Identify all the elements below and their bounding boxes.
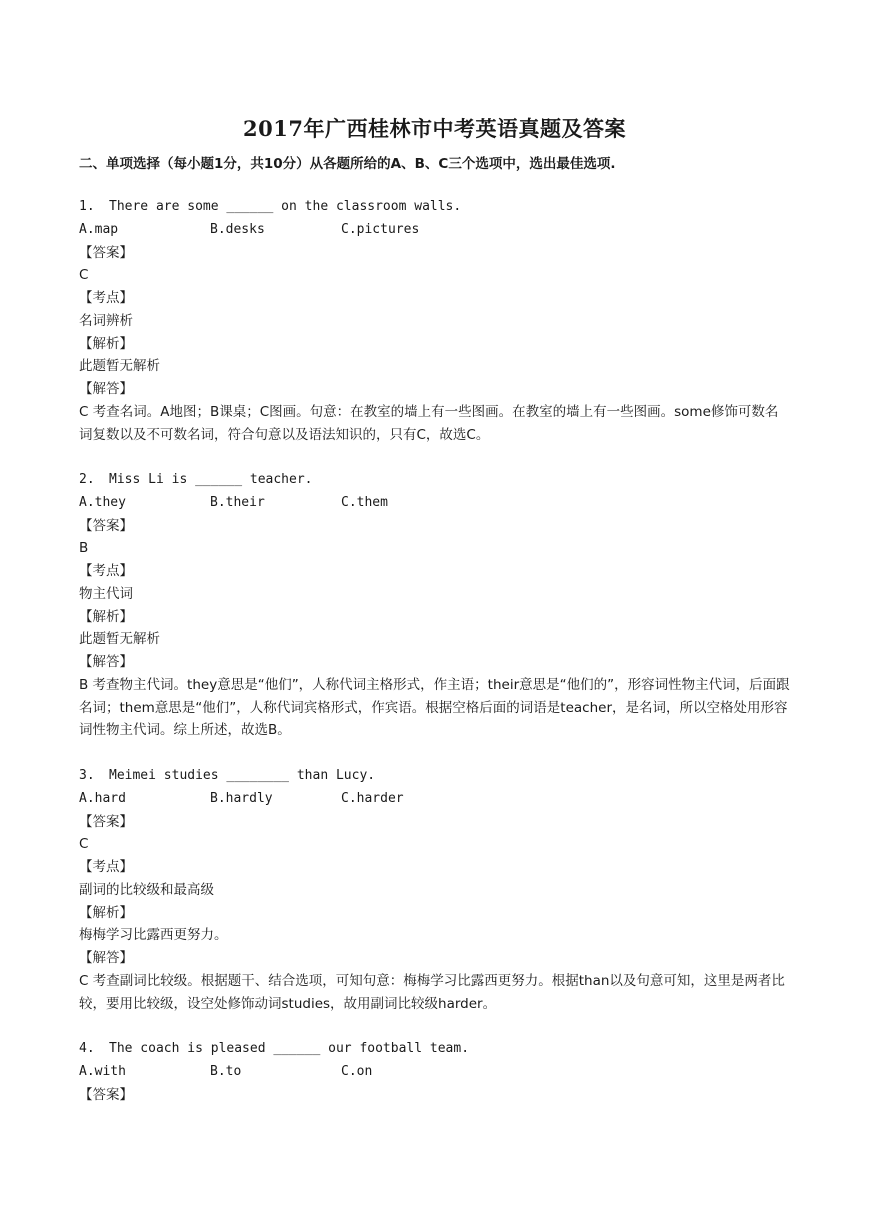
answer-value: B xyxy=(79,540,89,557)
options-row xyxy=(79,1061,799,1084)
options-row xyxy=(79,492,799,515)
analysis-label: 【解析】 xyxy=(79,608,133,625)
question-text: The coach is pleased ______ our football team. xyxy=(109,1041,470,1056)
analysis-value: 梅梅学习比露西更努力。 xyxy=(79,927,228,944)
question-stem xyxy=(79,765,799,788)
solution-label: 【解答】 xyxy=(79,381,133,397)
point-value: 副词的比较级和最高级 xyxy=(79,881,214,898)
section-heading: 二、单项选择（每小题1分，共10分）从各题所给的A、B、C三个选项中，选出最佳选项. xyxy=(79,156,616,172)
solution-label: 【解答】 xyxy=(79,654,133,670)
question-stem xyxy=(79,196,799,219)
page-title: 2017年广西桂林市中考英语真题及答案 xyxy=(243,116,626,141)
question-4 xyxy=(79,1038,799,1106)
point-label: 【考点】 xyxy=(79,563,133,579)
option-c: C.them xyxy=(341,494,388,510)
question-number: 2. xyxy=(79,472,95,487)
option-a: A.hard xyxy=(79,790,126,806)
option-c: C.on xyxy=(341,1063,373,1079)
answer-label: 【答案】 xyxy=(79,813,133,830)
options-row xyxy=(79,219,799,242)
question-text: There are some ______ on the classroom walls. xyxy=(109,199,462,214)
point-value: 物主代词 xyxy=(79,585,133,602)
option-b: B.their xyxy=(210,494,265,510)
option-c: C.pictures xyxy=(341,221,420,237)
question-number: 4. xyxy=(79,1041,95,1056)
analysis-label: 【解析】 xyxy=(79,904,133,921)
analysis-value: 此题暂无解析 xyxy=(79,358,160,375)
question-2 xyxy=(79,469,799,742)
answer-value: C xyxy=(79,836,89,853)
answer-label: 【答案】 xyxy=(79,1086,133,1103)
option-b: B.to xyxy=(210,1063,242,1079)
analysis-value: 此题暂无解析 xyxy=(79,631,160,648)
point-label: 【考点】 xyxy=(79,859,133,875)
question-stem xyxy=(79,469,799,492)
analysis-label: 【解析】 xyxy=(79,335,133,352)
question-1 xyxy=(79,196,799,446)
option-a: A.with xyxy=(79,1063,126,1079)
question-number: 1. xyxy=(79,199,95,214)
question-stem xyxy=(79,1038,799,1061)
answer-label: 【答案】 xyxy=(79,517,133,534)
option-a: A.they xyxy=(79,494,126,510)
question-text: Miss Li is ______ teacher. xyxy=(109,472,313,487)
point-label: 【考点】 xyxy=(79,290,133,306)
options-row xyxy=(79,788,799,811)
option-b: B.desks xyxy=(210,221,265,237)
solution-text: C 考查副词比较级。根据题干、结合选项，可知句意：梅梅学习比露西更努力。根据than以及句意可知，这里是两者比较，要用比较级，设空处修饰动词studies，故用副词比较级harder。 xyxy=(79,972,785,1012)
question-number: 3. xyxy=(79,768,95,783)
solution-text: C 考查名词。A地图；B课桌；C图画。句意：在教室的墙上有一些图画。在教室的墙上有一些图画。some修饰可数名词复数以及不可数名词，符合句意以及语法知识的，只有C，故选C。 xyxy=(79,403,779,443)
point-value: 名词辨析 xyxy=(79,312,133,329)
answer-label: 【答案】 xyxy=(79,244,133,261)
question-3 xyxy=(79,765,799,1015)
solution-text: B 考查物主代词。they意思是“他们”，人称代词主格形式，作主语；their意思是“他们的”，形容词性物主代词，后面跟名词；them意思是“他们”，人称代词宾格形式，作宾语。根据空格后面的词语是teacher，是名词，所以空格处用形容词性物主代词。综上所述，故选B。 xyxy=(79,676,790,739)
option-a: A.map xyxy=(79,221,119,237)
answer-value: C xyxy=(79,267,89,284)
question-text: Meimei studies ________ than Lucy. xyxy=(109,768,376,783)
solution-label: 【解答】 xyxy=(79,950,133,966)
option-c: C.harder xyxy=(341,790,404,806)
option-b: B.hardly xyxy=(210,790,273,806)
